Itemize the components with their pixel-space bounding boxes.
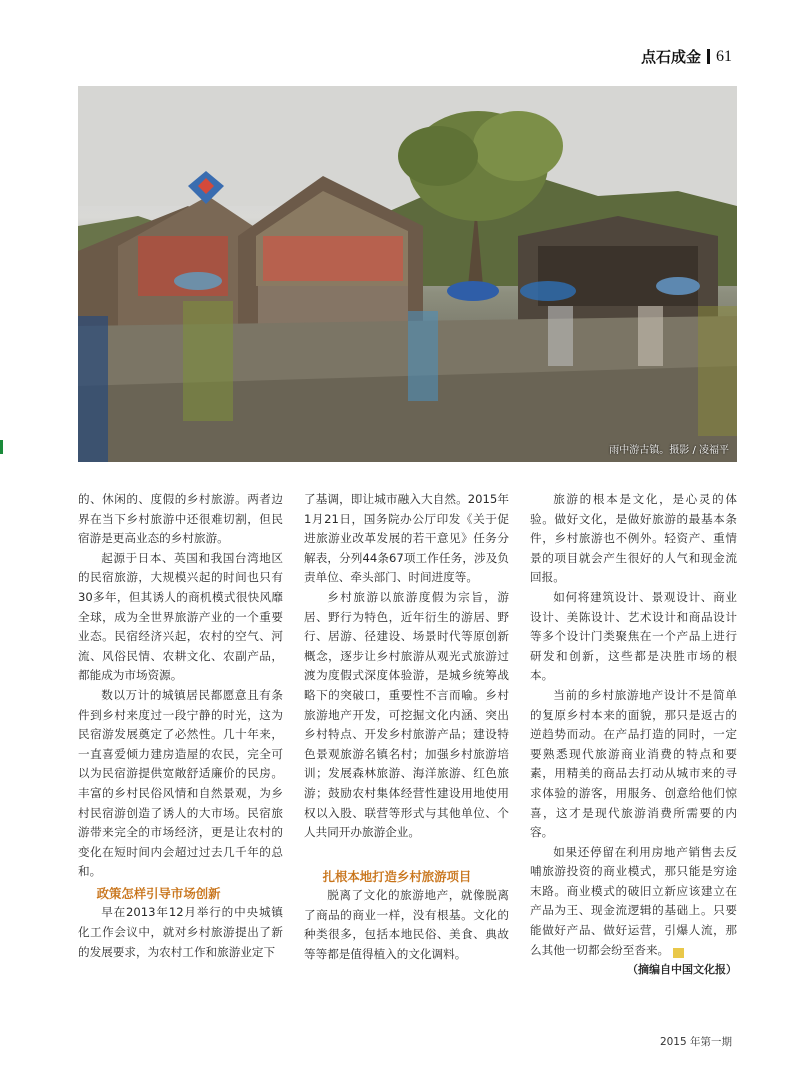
paragraph-text: 如果还停留在利用房地产销售去反哺旅游投资的商业模式，那只能是穷途末路。商业模式的破旧立新应该建立在产品为王、现金流逻辑的基础上。只要能做好产品、做好运营，引爆人流，那么其他一切都会纷至沓来。 <box>530 844 737 957</box>
section-heading: 政策怎样引导市场创新 <box>96 885 221 901</box>
paragraph: 数以万计的城镇居民都愿意且有条件到乡村来度过一段宁静的时光，这为民宿游发展奠定了必然性。几十年来，一直喜爱倾力建房造屋的农民，完全可以为民宿游提供宽敞舒适廉价的民房。丰富的乡村民俗风情和自然景观，为乡村民宿游创造了诱人的大市场。民宿旅游带来完全的市场经济，更是让农村的变化在短时间内会超过过去几千年的总和。 <box>78 687 283 879</box>
text-column-3 <box>530 490 737 980</box>
edge-marker <box>0 440 3 454</box>
paragraph: 了基调，即让城市融入大自然。2015年1月21日，国务院办公厅印发《关于促进旅游业改革发展的若干意见》任务分解表，分列44条67项工作任务，涉及负责单位、牵头部门、时间进度等。 <box>304 492 509 585</box>
paragraph: 脱离了文化的旅游地产，就像脱离了商品的商业一样，没有根基。文化的种类很多，包括本地民俗、美食、典故等等都是值得植入的文化调料。 <box>304 888 509 962</box>
photo-caption: 雨中游古镇。摄影 / 凌福平 <box>609 445 729 456</box>
page-header <box>641 46 732 67</box>
paragraph: 旅游的根本是文化，是心灵的体验。做好文化，是做好旅游的最基本条件，乡村旅游也不例外。轻资产、重情景的项目就会产生很好的人气和现金流回报。 <box>530 492 737 585</box>
street-photo <box>78 86 737 462</box>
photo-illustration <box>78 86 737 462</box>
section-title: 点石成金 <box>640 48 701 66</box>
paragraph <box>530 843 737 961</box>
text-column-2 <box>304 490 509 965</box>
issue-footer: 2015 年第一期 <box>659 1036 732 1048</box>
paragraph: 乡村旅游以旅游度假为宗旨，游居、野行为特色，近年衍生的游居、野行、居游、径建设、场景时代等原创新概念，逐步让乡村旅游从观光式旅游过渡为度假式深度体验游，是城乡统筹战略下的突破口，重要性不言而喻。乡村旅游地产开发，可挖掘文化内涵、突出乡村特点、开发乡村旅游产品；建设特色景观旅游名镇名村；加强乡村旅游培训；发展森林旅游、海洋旅游、红色旅游；鼓励农村集体经营性建设用地使用权以入股、联营等形式与其他单位、个人共同开办旅游企业。 <box>304 589 509 840</box>
end-mark-icon: ■ <box>673 948 684 958</box>
paragraph: 的、休闲的、度假的乡村旅游。两者边界在当下乡村旅游中还很难切割，但民宿游是更高业态的乡村旅游。 <box>78 492 283 546</box>
section-heading: 扎根本地打造乡村旅游项目 <box>322 868 472 884</box>
paragraph: 当前的乡村旅游地产设计不是简单的复原乡村本来的面貌，那只是返古的逆趋势而动。在产品打造的同时，一定要熟悉现代旅游商业消费的特点和要素，用精美的商品去打动从城市来的寻求体验的游客，用服务、创意给他们惊喜，这才是现代旅游消费所需要的内容。 <box>530 687 737 840</box>
source-note: （摘编自中国文化报） <box>627 963 737 977</box>
text-column-1 <box>78 490 283 962</box>
paragraph: 早在2013年12月举行的中央城镇化工作会议中，就对乡村旅游提出了新的发展要求，为农村工作和旅游业定下 <box>78 905 283 959</box>
header-divider <box>707 49 710 64</box>
paragraph: 如何将建筑设计、景观设计、商业设计、美陈设计、艺术设计和商品设计等多个设计门类聚焦在一个产品上进行研发和创新，这些都是决胜市场的根本。 <box>530 589 737 683</box>
page-number: 61 <box>716 47 732 65</box>
paragraph: 起源于日本、英国和我国台湾地区的民宿旅游，大规模兴起的时间也只有30多年，但其诱人的商机模式很快风靡全球，成为全世界旅游产业的一个重要业态。民宿经济兴起，农村的空气、河流、风俗民情、农耕文化、农副产品，都能成为市场资源。 <box>78 550 283 683</box>
